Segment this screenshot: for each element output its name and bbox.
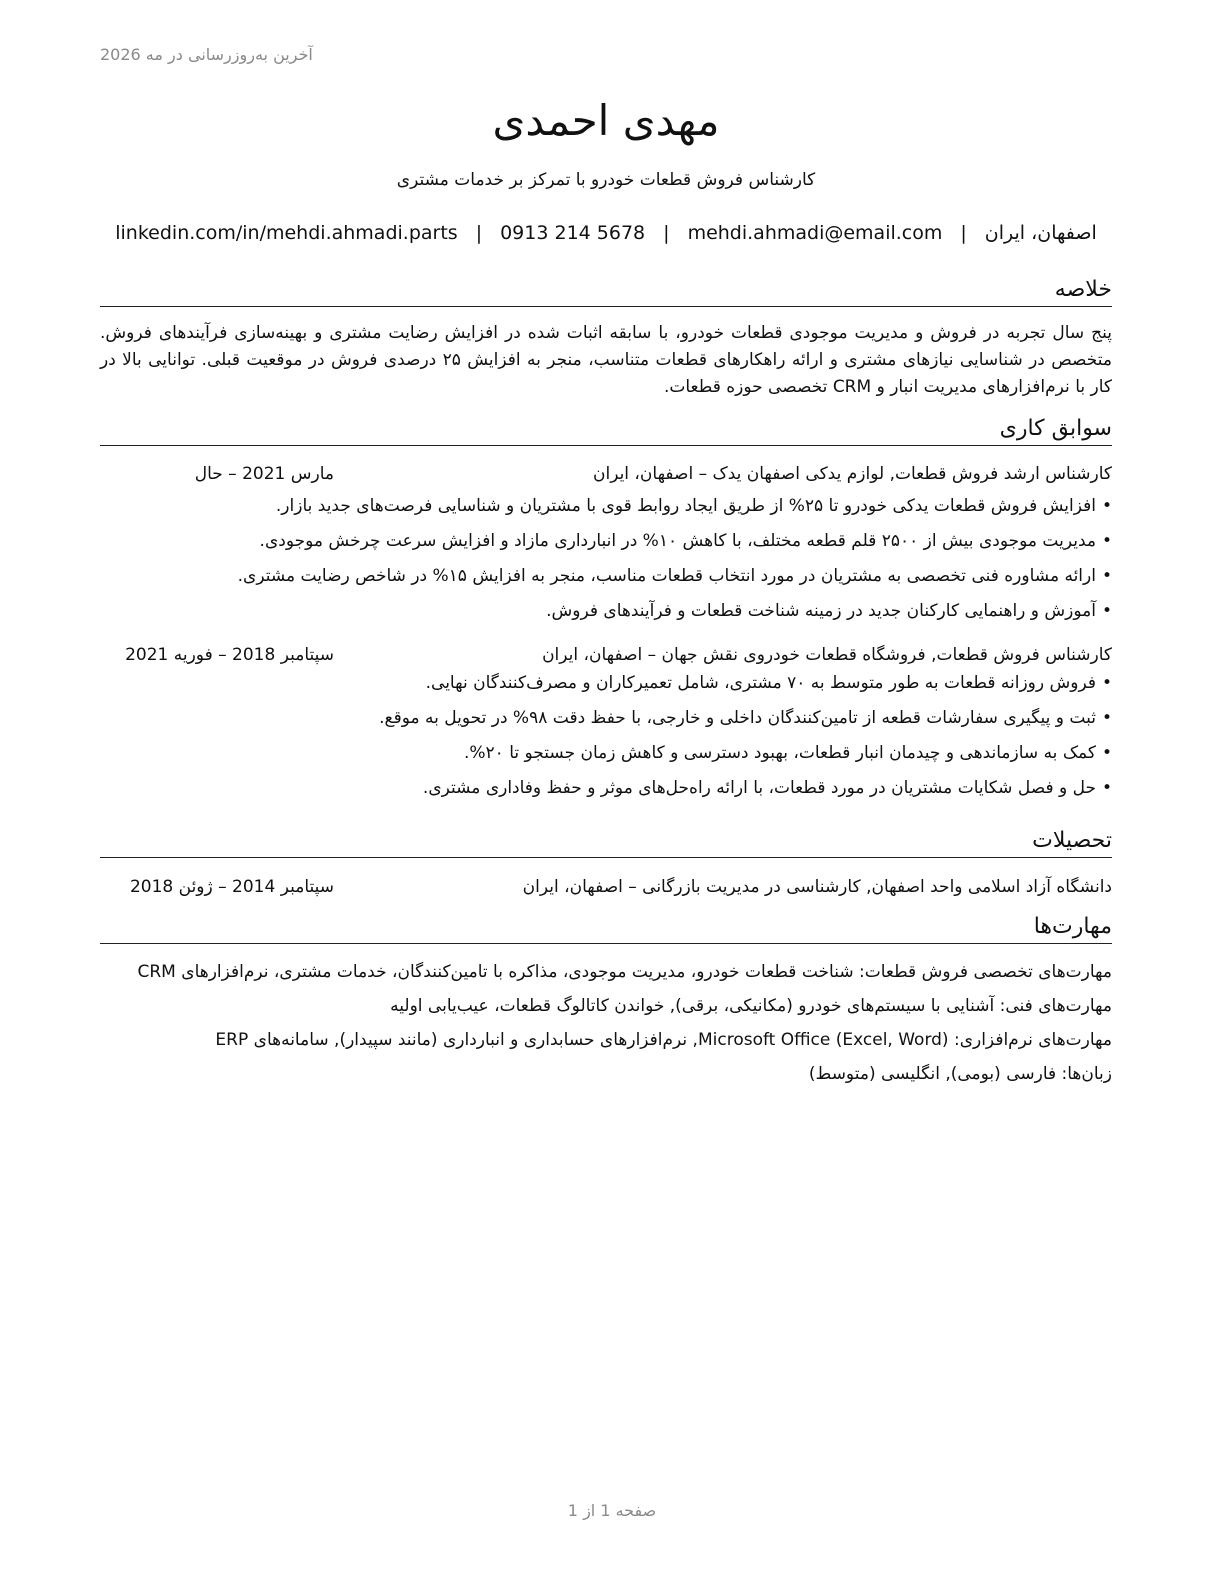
skill-line: زبان‌ها: فارسی (بومی), انگلیسی (متوسط) — [808, 1064, 1112, 1084]
contact-email[interactable]: mehdi.ahmadi@email.com — [687, 222, 943, 244]
bullet-text: کمک به سازماندهی و چیدمان انبار قطعات، بهبود دسترسی و کاهش زمان جستجو تا ۲۰%. — [463, 743, 1096, 763]
summary-section — [100, 275, 1112, 401]
job-role: کارشناس ارشد فروش قطعات, لوازم یدکی اصفهان یدک – اصفهان، ایران — [592, 464, 1112, 484]
skills-section — [100, 912, 1112, 1087]
education-section — [100, 826, 1112, 900]
contact-line — [100, 222, 1112, 244]
job-bullet — [100, 494, 1112, 518]
summary-text: پنج سال تجربه در فروش و مدیریت موجودی قطعات خودرو، با سابقه اثبات شده در افزایش رضایت مشتری و بهینه‌سازی فرآیندهای فروش. متخصص در شناسایی نیازهای مشتری و ارائه راهکارهای قطعات متناسب، منجر به افزایش ۲۵ درصدی فروش در موقعیت قبلی. توانایی بالا در کار با نرم‌افزارهای مدیریت انبار و CRM تخصصی حوزه قطعات. — [100, 323, 1112, 397]
education-date: سپتامبر 2014 – ژوئن 2018 — [129, 877, 334, 897]
job-bullets — [100, 671, 1112, 800]
job-bullets — [100, 494, 1112, 623]
job-header — [100, 642, 1112, 668]
contact-separator: | — [663, 222, 670, 244]
job-bullet — [100, 776, 1112, 800]
job-bullet — [100, 529, 1112, 553]
job-bullet — [100, 564, 1112, 588]
job-date: مارس 2021 – حال — [194, 464, 334, 484]
bullet-dot: • — [1101, 566, 1112, 586]
last-updated-note: آخرین به‌روزرسانی در مه 2026 — [100, 45, 313, 64]
skills-heading: مهارت‌ها — [100, 912, 1112, 944]
contact-linkedin[interactable]: linkedin.com/in/mehdi.ahmadi.parts — [115, 222, 458, 244]
candidate-subtitle: کارشناس فروش قطعات خودرو با تمرکز بر خدمات مشتری — [396, 170, 816, 190]
bullet-dot: • — [1101, 673, 1112, 693]
experience-heading: سوابق کاری — [100, 414, 1112, 446]
summary-heading: خلاصه — [100, 275, 1112, 307]
bullet-dot: • — [1101, 601, 1112, 621]
education-heading: تحصیلات — [100, 826, 1112, 858]
bullet-dot: • — [1101, 778, 1112, 798]
bullet-dot: • — [1101, 708, 1112, 728]
bullet-text: ثبت و پیگیری سفارشات قطعه از تامین‌کنندگان داخلی و خارجی، با حفظ دقت ۹۸% در تحویل به موقع. — [379, 708, 1096, 728]
education-institution: دانشگاه آزاد اسلامی واحد اصفهان, کارشناسی در مدیریت بازرگانی – اصفهان، ایران — [522, 877, 1112, 897]
job-bullet — [100, 741, 1112, 765]
job-entry — [100, 642, 1112, 800]
bullet-dot: • — [1101, 496, 1112, 516]
bullet-text: افزایش فروش قطعات یدکی خودرو تا ۲۵% از طریق ایجاد روابط قوی با مشتریان و شناسایی فرصت‌های جدید بازار. — [275, 496, 1096, 516]
contact-location: اصفهان، ایران — [984, 222, 1097, 244]
bullet-dot: • — [1101, 743, 1112, 763]
skill-line: مهارت‌های نرم‌افزاری: Microsoft Office (Excel, Word), نرم‌افزارهای حسابداری و انبارداری (مانند سپیدار), سامانه‌های ERP — [215, 1030, 1112, 1050]
job-role: کارشناس فروش قطعات, فروشگاه قطعات خودروی نقش جهان – اصفهان، ایران — [542, 645, 1112, 665]
contact-separator: | — [960, 222, 967, 244]
job-bullet — [100, 706, 1112, 730]
bullet-text: آموزش و راهنمایی کارکنان جدید در زمینه شناخت قطعات و فرآیندهای فروش. — [546, 601, 1096, 621]
skill-line: مهارت‌های فنی: آشنایی با سیستم‌های خودرو (مکانیکی، برقی), خواندن کاتالوگ قطعات، عیب‌یابی اولیه — [390, 996, 1112, 1016]
job-header — [100, 461, 1112, 487]
experience-section — [100, 414, 1112, 800]
job-bullet — [100, 599, 1112, 623]
bullet-text: حل و فصل شکایات مشتریان در مورد قطعات، با ارائه راه‌حل‌های موثر و حفظ وفاداری مشتری. — [422, 778, 1096, 798]
contact-separator: | — [475, 222, 483, 244]
skill-line: مهارت‌های تخصصی فروش قطعات: شناخت قطعات خودرو، مدیریت موجودی، مذاکره با تامین‌کنندگان، خدمات مشتری، نرم‌افزارهای CRM — [137, 962, 1112, 982]
candidate-name: مهدی احمدی — [492, 96, 720, 145]
contact-phone[interactable]: 0913 214 5678 — [500, 222, 646, 244]
job-bullet — [100, 671, 1112, 695]
bullet-dot: • — [1101, 531, 1112, 551]
bullet-text: مدیریت موجودی بیش از ۲۵۰۰ قلم قطعه مختلف، با کاهش ۱۰% در انبارداری مازاد و افزایش سرعت چرخش موجودی. — [259, 531, 1096, 551]
job-entry — [100, 461, 1112, 623]
job-date: سپتامبر 2018 – فوریه 2021 — [125, 645, 334, 665]
page-number: صفحه 1 از 1 — [567, 1501, 657, 1520]
bullet-text: فروش روزانه قطعات به طور متوسط به ۷۰ مشتری، شامل تعمیرکاران و مصرف‌کنندگان نهایی. — [425, 673, 1096, 693]
education-entry — [100, 874, 1112, 900]
bullet-text: ارائه مشاوره فنی تخصصی به مشتریان در مورد انتخاب قطعات مناسب، منجر به افزایش ۱۵% در شاخص رضایت مشتری. — [237, 566, 1096, 586]
